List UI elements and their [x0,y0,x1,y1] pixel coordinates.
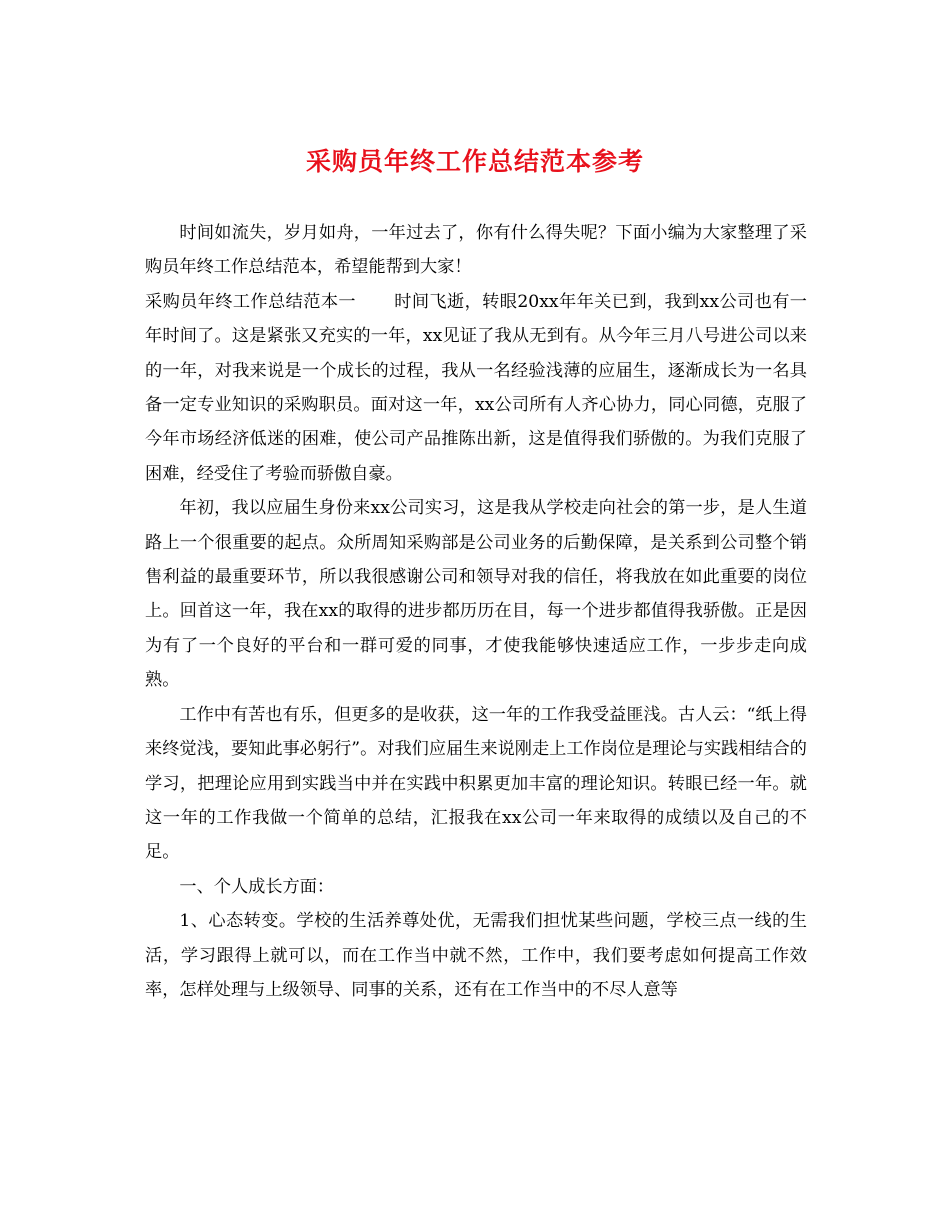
heading-1: 一、个人成长方面： [179,876,335,897]
section-text: 时间飞逝，转眼20xx年年关已到，我到xx公司也有一年时间了。这是紧张又充实的一年，xx见证了我从无到有。从今年三月八号进公司以来的一年，对我来说是一个成长的过程，我从一名经验浅薄的应届生，逐渐成长为一名具备一定专业知识的采购职员。面对这一年，xx公司所有人齐心协力，同心同德，克服了今年市场经济低迷的困难，使公司产品推陈出新，这是值得我们骄傲的。为我们克服了困难，经受住了考验而骄傲自豪。 [145,291,807,484]
document-body [145,216,807,1007]
paragraph-3: 工作中有苦也有乐，但更多的是收获，这一年的工作我受益匪浅。古人云：“纸上得来终觉浅，要知此事必躬行”。对我们应届生来说刚走上工作岗位是理论与实践相结合的学习，把理论应用到实践当中并在实践中积累更加丰富的理论知识。转眼已经一年。就这一年的工作我做一个简单的总结，汇报我在xx公司一年来取得的成绩以及自己的不足。 [145,704,807,863]
paragraph-4: 1、心态转变。学校的生活养尊处优，无需我们担忧某些问题，学校三点一线的生活，学习跟得上就可以，而在工作当中就不然，工作中，我们要考虑如何提高工作效率，怎样处理与上级领导、同事的关系，还有在工作当中的不尽人意等 [145,911,807,1000]
section-label: 采购员年终工作总结范本一 [145,291,357,312]
paragraph-2: 年初，我以应届生身份来xx公司实习，这是我从学校走向社会的第一步，是人生道路上一个很重要的起点。众所周知采购部是公司业务的后勤保障，是关系到公司整个销售利益的最重要环节，所以我很感谢公司和领导对我的信任，将我放在如此重要的岗位上。回首这一年，我在xx的取得的进步都历历在目，每一个进步都值得我骄傲。正是因为有了一个良好的平台和一群可爱的同事，才使我能够快速适应工作，一步步走向成熟。 [145,498,807,691]
document-title: 采购员年终工作总结范本参考 [305,147,644,176]
section-paragraph [145,285,807,491]
intro-paragraph: 时间如流失，岁月如舟，一年过去了，你有什么得失呢？下面小编为大家整理了采购员年终工作总结范本，希望能帮到大家！ [145,223,807,278]
